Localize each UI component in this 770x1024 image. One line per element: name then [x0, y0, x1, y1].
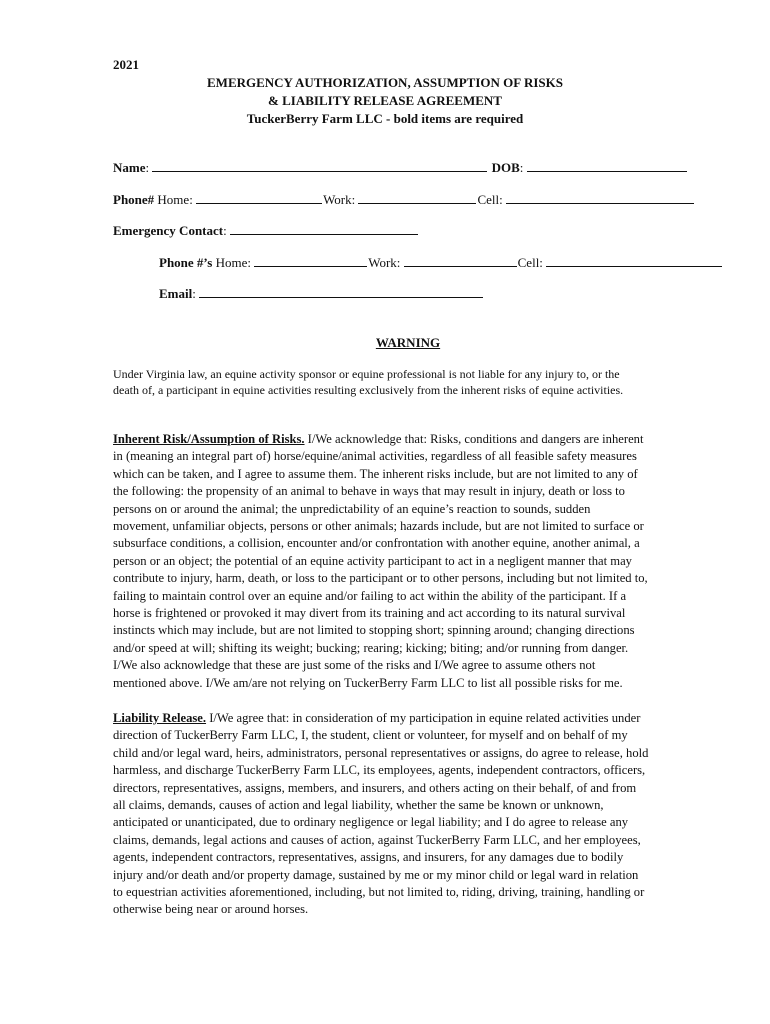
- inherent-risk-heading: Inherent Risk/Assumption of Risks.: [113, 432, 305, 446]
- paragraph-line: injury and/or death and/or property damage, sustained by me or my minor child or legal ward in relation: [113, 867, 639, 882]
- paragraph-line: child and/or legal ward, heirs, administrators, personal representatives or assigns, do agree to release, hold: [113, 745, 649, 760]
- paragraph-line: subsurface conditions, a collision, encounter and/or confrontation with another equine, another animal, a: [113, 536, 640, 551]
- paragraph-line: contribute to injury, harm, death, or loss to the participant or to other persons, including but not limited to,: [113, 571, 648, 586]
- cell-phone-field[interactable]: [506, 192, 694, 204]
- paragraph-line: Liability Release. I/We agree that: in consideration of my participation in equine related activities under: [113, 711, 641, 725]
- paragraph-line: to equestrian activities aforementioned, including, but not limited to, riding, driving, training, handling or: [113, 885, 645, 900]
- emergency-cell-label: Cell:: [517, 255, 543, 270]
- emergency-work-label: Work:: [368, 255, 401, 270]
- dob-field[interactable]: [527, 160, 687, 172]
- work-phone-field[interactable]: [358, 192, 476, 204]
- home-phone-field[interactable]: [196, 192, 322, 204]
- title-line-1: EMERGENCY AUTHORIZATION, ASSUMPTION OF RISKS: [207, 75, 563, 90]
- liability-release-paragraph: [113, 710, 705, 919]
- paragraph-line: in (meaning an integral part of) horse/equine/animal activities, regardless of all feasible safety measures: [113, 449, 637, 464]
- paragraph-line: claims, demands, legal actions and causes of action, against TuckerBerry Farm LLC, and her employees,: [113, 832, 641, 847]
- title-line-3: TuckerBerry Farm LLC - bold items are required: [246, 111, 524, 126]
- paragraph-line: mentioned above. I/We am/are not relying on TuckerBerry Farm LLC to list all possible risks for me.: [113, 675, 623, 690]
- paragraph-line: anticipated or unanticipated, due to ordinary negligence or legal liability; and I do agree to release any: [113, 815, 629, 830]
- emergency-home-field[interactable]: [254, 255, 367, 267]
- dob-label: DOB: [491, 160, 520, 175]
- paragraph-line: failing to maintain control over an equine and/or failing to act within the ability of the participant. If a: [113, 588, 627, 603]
- name-field[interactable]: [152, 160, 487, 172]
- warning-line-1: Under Virginia law, an equine activity sponsor or equine professional is not liable for any injury to, or the: [113, 367, 620, 381]
- paragraph-line: movement, unfamiliar objects, persons or other animals; hazards include, but are not limited to surface or: [113, 519, 644, 534]
- cell-label: Cell:: [477, 192, 503, 207]
- title-line-2: & LIABILITY RELEASE AGREEMENT: [268, 93, 502, 108]
- email-label: Email: [159, 286, 193, 301]
- paragraph-line: which can be taken, and I agree to assume them. The inherent risks include, but are not limited to any of: [113, 466, 638, 481]
- paragraph-line: Inherent Risk/Assumption of Risks. I/We acknowledge that: Risks, conditions and dangers are inherent: [113, 432, 644, 446]
- emergency-phone-label: Phone #’s: [159, 255, 213, 270]
- emergency-contact-field[interactable]: [230, 223, 418, 235]
- paragraph-line: the following: the propensity of an animal to behave in ways that may result in injury, death or loss to: [113, 484, 625, 499]
- emergency-work-field[interactable]: [404, 255, 517, 267]
- paragraph-line: person or an object; the potential of an equine activity participant to act in a negligent manner that may: [113, 553, 632, 568]
- paragraph-line: all claims, demands, causes of action and legal liability, whether the same be known or unknown,: [113, 798, 604, 813]
- emergency-home-label: Home:: [215, 255, 251, 270]
- paragraph-line: direction of TuckerBerry Farm LLC, I, the student, client or volunteer, for myself and on behalf of my: [113, 728, 628, 743]
- paragraph-line: I/We also acknowledge that these are just some of the risks and I/We agree to assume others not: [113, 658, 596, 673]
- paragraph-line: directors, representatives, assigns, members, and insurers, and others acting on their behalf, of and from: [113, 780, 637, 795]
- name-label: Name: [113, 160, 146, 175]
- paragraph-line: and/or speed at will; shifting its weight; bucking; rearing; kicking; biting; and/or running from danger.: [113, 640, 629, 655]
- paragraph-line: instincts which may include, but are not limited to stopping short; spinning around; changing directions: [113, 623, 635, 638]
- emergency-contact-label: Emergency Contact: [113, 223, 224, 238]
- work-label: Work:: [323, 192, 356, 207]
- home-label: Home:: [157, 192, 193, 207]
- paragraph-line: harmless, and discharge TuckerBerry Farm LLC, its employees, agents, independent contractors, officers,: [113, 763, 646, 778]
- email-row: Email:: [159, 286, 484, 302]
- paragraph-line: persons on or around the animal; the unpredictability of an equine’s reaction to sounds, sudden: [113, 501, 591, 516]
- email-field[interactable]: [199, 286, 483, 298]
- paragraph-line: agents, independent contractors, representatives, assigns, and insurers, for any damages due to bodily: [113, 850, 624, 865]
- year-label: 2021: [113, 57, 139, 72]
- emergency-phone-row: [159, 255, 723, 271]
- inherent-risk-paragraph: [113, 431, 705, 692]
- liability-release-heading: Liability Release.: [113, 711, 207, 725]
- paragraph-line: horse is frightened or provoked it may divert from its training and act according to its natural survival: [113, 606, 626, 621]
- phone-label: Phone#: [113, 192, 155, 207]
- warning-heading: WARNING: [375, 335, 441, 350]
- name-row: Name: DOB:: [113, 160, 688, 176]
- warning-line-2: death of, a participant in equine activities resulting exclusively from the inherent risks of equine activities.: [113, 383, 624, 397]
- phone-row: [113, 192, 695, 208]
- paragraph-line: otherwise being near or around horses.: [113, 902, 309, 917]
- emergency-cell-field[interactable]: [546, 255, 722, 267]
- emergency-contact-row: Emergency Contact:: [113, 223, 419, 239]
